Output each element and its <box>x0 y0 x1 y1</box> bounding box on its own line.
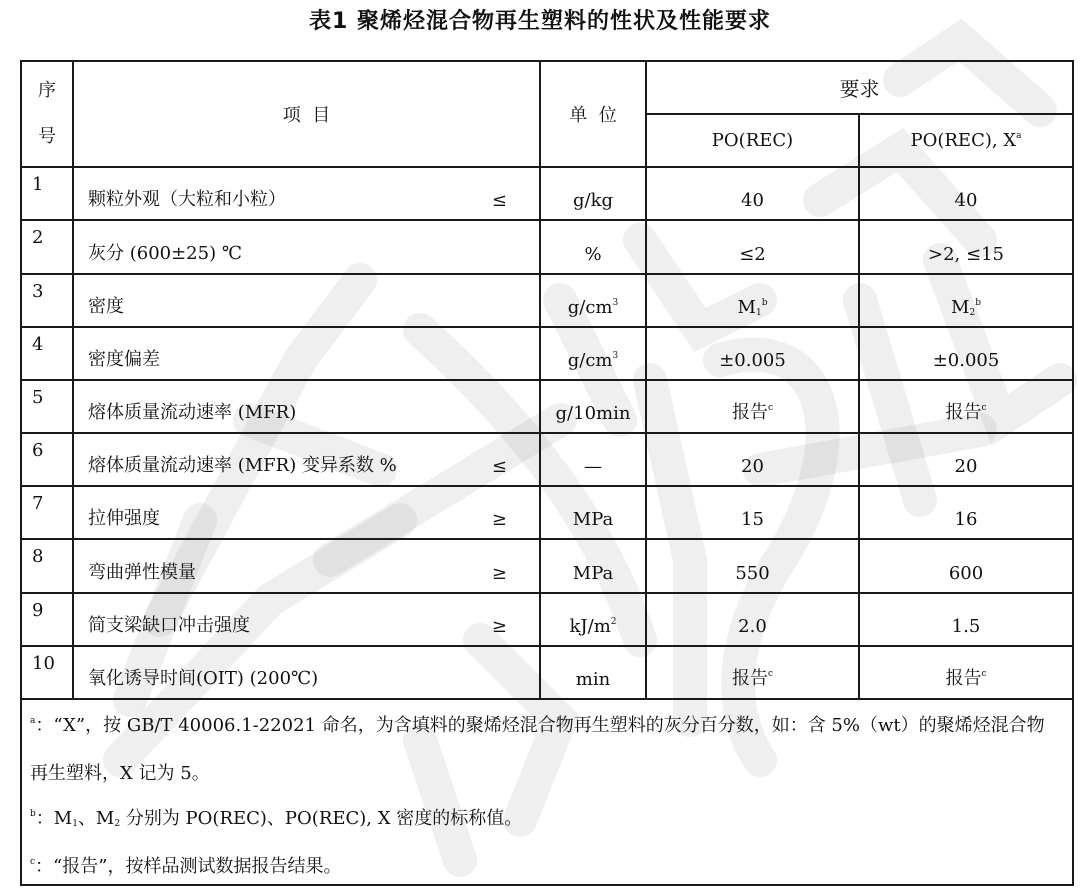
row-item <box>73 433 540 486</box>
row-value-b <box>859 433 1073 486</box>
row-item <box>73 646 540 699</box>
row-value-a <box>646 433 859 486</box>
row-unit <box>540 486 646 539</box>
row-value-b <box>859 274 1073 327</box>
row-unit <box>540 220 646 273</box>
row-unit-sup: 2 <box>610 616 617 627</box>
row-value-b-sup: b <box>975 297 981 308</box>
row-value-b-label: 40 <box>954 190 978 212</box>
row-value-b <box>859 593 1073 646</box>
note-b <box>30 806 1062 832</box>
row-value-a-label: 20 <box>741 456 764 478</box>
row-inequality: ≤ <box>491 456 507 478</box>
row-unit-label: g/10min <box>555 403 631 425</box>
row-value-b <box>859 380 1073 433</box>
row-value-a-label: 报告 <box>731 402 768 424</box>
note-b-text-2: 、M <box>77 807 115 829</box>
row-value-b-label: ±0.005 <box>932 349 1000 371</box>
table-row <box>21 433 1073 486</box>
header-row-1 <box>21 61 1073 114</box>
row-value-a <box>646 486 859 539</box>
row-value-b-sup: c <box>981 668 987 679</box>
note-b-mark: b <box>30 808 36 819</box>
row-value-a <box>646 539 859 592</box>
row-item <box>73 167 540 220</box>
table-row <box>21 539 1073 592</box>
row-value-a-label: 15 <box>741 509 764 531</box>
row-value-a <box>646 380 859 433</box>
row-value-a-label: ±0.005 <box>719 349 786 371</box>
row-value-b-label: 20 <box>954 456 978 478</box>
row-value-a-label: ≤2 <box>739 243 766 265</box>
row-value-a-label: 报告 <box>731 667 768 689</box>
row-value-b <box>859 539 1073 592</box>
row-item-label: 灰分 (600±25) ℃ <box>88 242 242 264</box>
row-unit-label: min <box>575 668 611 690</box>
row-unit-label: g/cm <box>567 296 613 318</box>
row-value-b-label: 16 <box>954 509 978 531</box>
table-row <box>21 380 1073 433</box>
row-value-b-label: M <box>951 296 970 318</box>
row-value-a-label: M <box>737 296 756 318</box>
header-col-b <box>859 114 1073 167</box>
row-item <box>73 274 540 327</box>
row-value-b-label: 报告 <box>945 667 982 689</box>
row-item-label: 氧化诱导时间(OIT) (200℃) <box>88 667 319 689</box>
row-inequality: ≤ <box>491 190 507 212</box>
table-row <box>21 327 1073 380</box>
header-seq-label: 序号 <box>38 80 56 148</box>
row-seq: 5 <box>21 380 73 433</box>
row-item <box>73 220 540 273</box>
row-value-a-sup: c <box>767 403 774 414</box>
row-unit <box>540 327 646 380</box>
row-item <box>73 380 540 433</box>
notes-cell <box>21 699 1073 885</box>
row-unit <box>540 593 646 646</box>
row-seq: 10 <box>21 646 73 699</box>
row-seq: 4 <box>21 327 73 380</box>
row-value-b-label: 600 <box>948 562 984 584</box>
row-seq: 3 <box>21 274 73 327</box>
row-value-a <box>646 167 859 220</box>
row-unit-label: MPa <box>572 509 614 531</box>
row-value-a <box>646 274 859 327</box>
note-a <box>30 702 1062 798</box>
row-item <box>73 327 540 380</box>
table-row <box>21 486 1073 539</box>
row-unit-label: — <box>584 456 602 478</box>
header-item: 项 目 <box>73 61 540 167</box>
row-inequality: ≥ <box>491 509 507 531</box>
note-c-mark: c <box>30 856 36 867</box>
row-item-label: 弯曲弹性模量 <box>88 561 196 583</box>
row-unit <box>540 433 646 486</box>
row-value-b-sub: 2 <box>969 307 976 318</box>
note-b-sub-1: 1 <box>72 818 78 829</box>
row-value-a-sub: 1 <box>755 307 762 318</box>
row-value-b-label: >2, ≤15 <box>928 243 1004 265</box>
row-unit <box>540 274 646 327</box>
note-c <box>30 854 1062 880</box>
row-item <box>73 486 540 539</box>
table-row <box>21 274 1073 327</box>
row-unit-label: g/cm <box>567 349 613 371</box>
table-row <box>21 167 1073 220</box>
row-value-b <box>859 646 1073 699</box>
row-seq: 8 <box>21 539 73 592</box>
row-unit-label: kJ/m <box>569 615 611 637</box>
row-value-b-label: 报告 <box>945 402 982 424</box>
table-row <box>21 220 1073 273</box>
row-item-label: 熔体质量流动速率 (MFR) <box>88 402 297 424</box>
row-inequality: ≥ <box>491 562 507 584</box>
header-col-b-sup: a <box>1016 131 1022 142</box>
table-title: 表1 聚烯烃混合物再生塑料的性状及性能要求 <box>309 9 771 34</box>
row-value-b <box>859 167 1073 220</box>
row-unit <box>540 380 646 433</box>
note-a-mark: a <box>30 715 36 726</box>
table-row <box>21 646 1073 699</box>
table-row <box>21 593 1073 646</box>
row-unit <box>540 167 646 220</box>
spec-table <box>20 60 1074 886</box>
header-seq <box>21 61 73 167</box>
row-value-b <box>859 220 1073 273</box>
row-item-label: 简支梁缺口冲击强度 <box>88 614 250 636</box>
row-item-label: 密度 <box>88 295 124 317</box>
row-unit <box>540 646 646 699</box>
header-requirement: 要求 <box>646 61 1073 114</box>
row-value-a-sup: c <box>767 668 774 679</box>
row-item-label: 颗粒外观（大粒和小粒） <box>88 189 286 211</box>
row-item <box>73 539 540 592</box>
row-value-b <box>859 486 1073 539</box>
row-unit <box>540 539 646 592</box>
header-col-a: PO(REC) <box>646 114 859 167</box>
row-unit-label: % <box>584 243 602 265</box>
header-unit: 单 位 <box>540 61 646 167</box>
row-unit-label: MPa <box>572 562 614 584</box>
row-value-b-label: 1.5 <box>951 615 981 637</box>
row-seq: 2 <box>21 220 73 273</box>
row-value-a-label: 2.0 <box>738 615 767 637</box>
row-value-a <box>646 327 859 380</box>
row-unit-sup: 3 <box>612 350 619 361</box>
row-value-a-sup: b <box>761 297 768 308</box>
note-b-sub-2: 2 <box>114 818 121 829</box>
row-value-a <box>646 593 859 646</box>
row-item <box>73 593 540 646</box>
note-a-text: ：“X”，按 GB/T 40006.1-22021 命名，为含填料的聚烯烃混合物再生塑料的灰分百分数，如：含 5%（wt）的聚烯烃混合物再生塑料，X 记为 5。 <box>30 714 1045 784</box>
row-seq: 1 <box>21 167 73 220</box>
row-value-b <box>859 327 1073 380</box>
row-value-a <box>646 220 859 273</box>
row-seq: 6 <box>21 433 73 486</box>
row-seq: 9 <box>21 593 73 646</box>
row-item-label: 熔体质量流动速率 (MFR) 变异系数 % <box>88 455 397 477</box>
note-b-text-3: 分别为 PO(REC)、PO(REC), X 密度的标称值。 <box>120 807 523 829</box>
note-b-text-1: ：M <box>35 807 73 829</box>
row-value-a-label: 40 <box>741 190 764 212</box>
header-col-b-label: PO(REC), X <box>910 130 1017 152</box>
row-item-label: 密度偏差 <box>88 348 160 370</box>
row-value-b-sup: c <box>981 403 987 414</box>
note-c-text: ：“报告”，按样品测试数据报告结果。 <box>35 855 342 877</box>
row-seq: 7 <box>21 486 73 539</box>
row-inequality: ≥ <box>491 615 507 637</box>
row-item-label: 拉伸强度 <box>88 508 160 530</box>
row-value-a <box>646 646 859 699</box>
row-value-a-label: 550 <box>735 562 770 584</box>
row-unit-label: g/kg <box>572 190 614 212</box>
row-unit-sup: 3 <box>612 297 619 308</box>
notes-row <box>21 699 1073 885</box>
